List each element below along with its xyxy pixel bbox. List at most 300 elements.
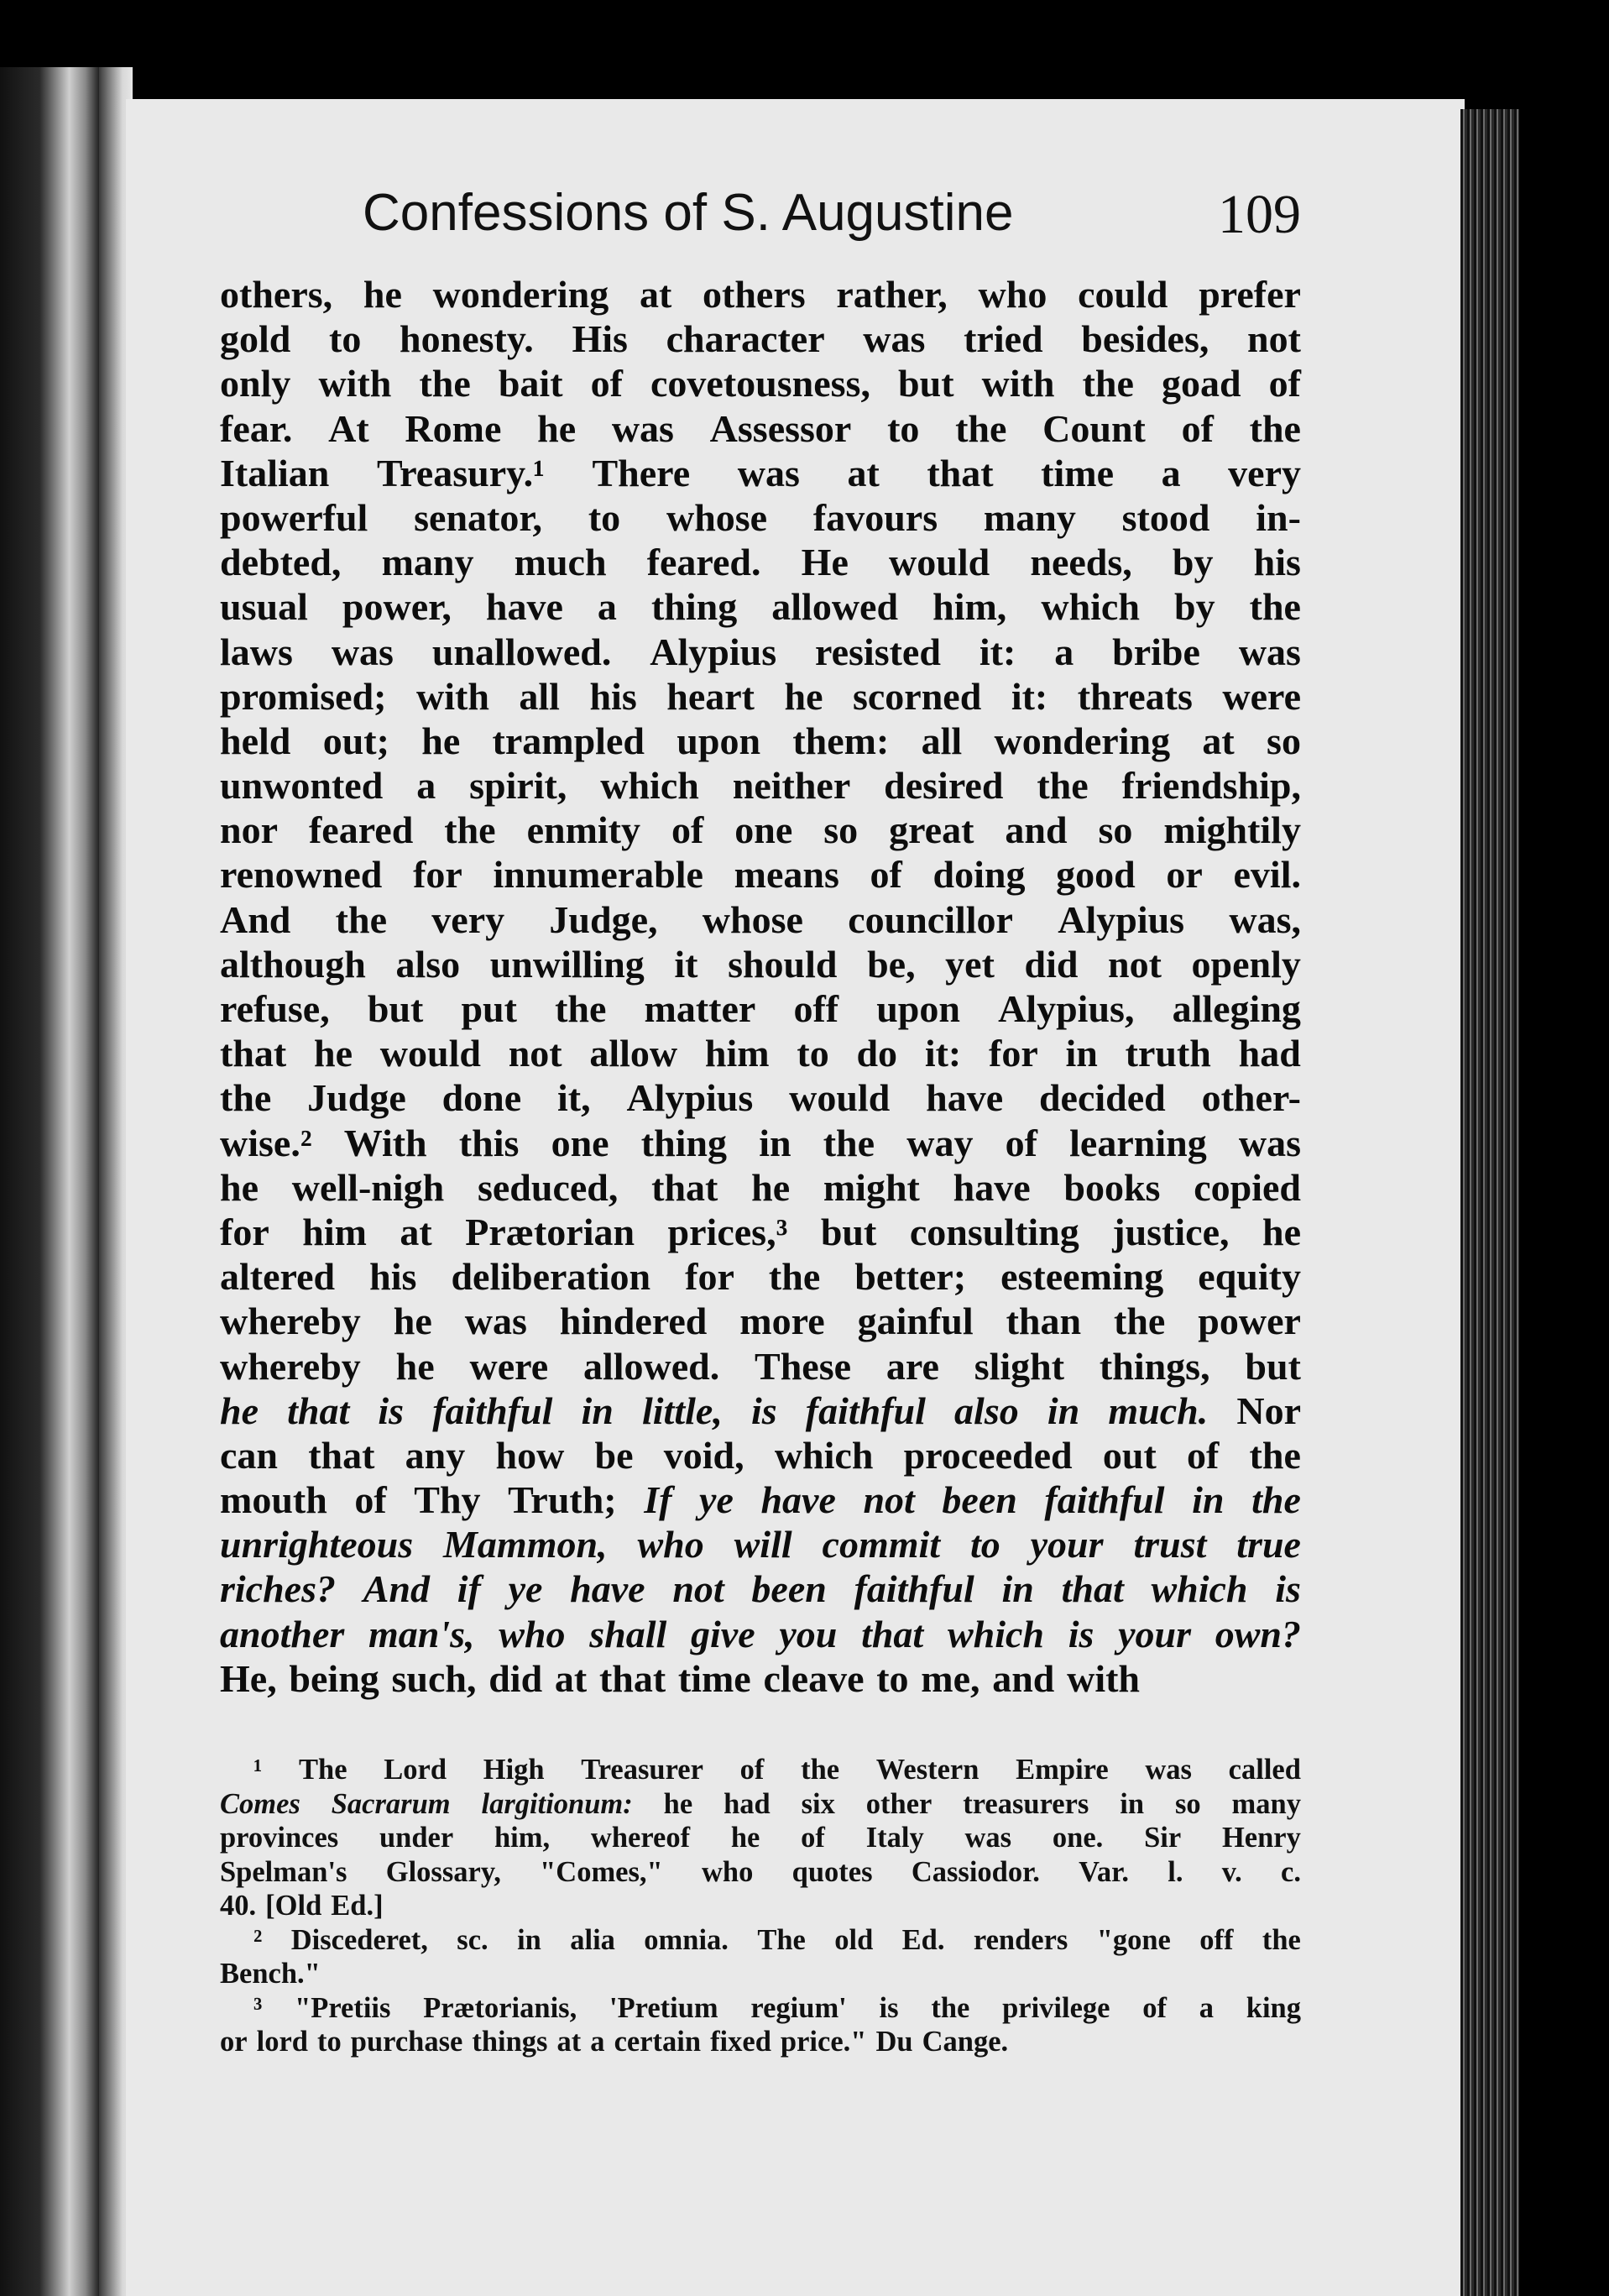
body-text-word: at [554, 1656, 588, 1700]
body-text-word: the [1082, 362, 1134, 405]
body-text-word: also [395, 942, 461, 986]
body-text-word: power, [342, 585, 452, 629]
body-text-word: that [598, 1656, 666, 1700]
body-text-word: was [737, 451, 800, 494]
body-text-word: faithful [854, 1567, 974, 1611]
body-text-word: powerful [220, 495, 368, 539]
body-text-line [220, 1433, 1301, 1477]
body-text-word: debted, [220, 541, 342, 584]
footnote-word: Spelman's [220, 1855, 347, 1888]
body-text-word: councillor [848, 897, 1013, 941]
body-text-word: he [784, 674, 823, 718]
body-text-word: in- [1256, 495, 1301, 539]
body-text-word: deliberation [451, 1255, 651, 1299]
body-text-word: he [537, 406, 577, 450]
body-text-word: it: [924, 1032, 962, 1075]
body-text-line [220, 852, 1301, 897]
footnote-word: 40. [220, 1890, 257, 1922]
body-text-word: the [768, 1255, 821, 1299]
page-number: 109 [1218, 184, 1301, 245]
body-text-word: scorned [852, 674, 982, 718]
footnote-word: v. [1221, 1855, 1242, 1888]
body-text-word: ye [508, 1567, 543, 1611]
body-text-word: Alypius [650, 630, 777, 673]
footnote-word: of [1142, 1991, 1167, 2024]
body-text-word: mouth [220, 1478, 327, 1522]
body-text-word: a [1161, 451, 1181, 494]
footnote-word: was [964, 1822, 1012, 1854]
footnote-word: The [299, 1754, 347, 1786]
body-text-word: senator, [414, 495, 543, 539]
body-text-word: that [927, 451, 994, 494]
body-text-line [220, 630, 1301, 674]
body-text-word: Prætorian [465, 1210, 635, 1253]
body-text-word: a [416, 764, 436, 808]
body-text-word: all [921, 719, 963, 762]
footnote-word: omnia. [644, 1923, 729, 1956]
body-text-word: in [1001, 1567, 1034, 1611]
body-text-word: or [1166, 853, 1203, 897]
body-text-word: a [1054, 630, 1074, 673]
body-text-word: heart [666, 674, 755, 718]
body-text-word: were [469, 1344, 549, 1388]
footnote-word: a [590, 2026, 605, 2058]
body-text-word: tried [964, 317, 1043, 361]
footnote-word: had [724, 1787, 771, 1820]
body-text-word: bait [498, 362, 563, 405]
footnote-word: of [801, 1822, 825, 1854]
body-text-word: the [823, 1121, 875, 1164]
body-text-word: true [1236, 1523, 1301, 1566]
body-text-word: Nor [1236, 1389, 1301, 1432]
body-text-word: the [555, 987, 607, 1030]
body-text-word: to [969, 1523, 1000, 1566]
body-text-word: that [287, 1389, 350, 1432]
body-text-word: is [1068, 1612, 1094, 1655]
footnote-line [220, 2025, 1301, 2059]
body-text-word: the [1251, 1478, 1301, 1522]
body-text-word: renowned [220, 853, 383, 897]
body-text-word: threats [1077, 674, 1193, 718]
body-text-line [220, 361, 1301, 405]
body-text-word: but [898, 362, 954, 405]
body-text-word: great [889, 808, 974, 852]
body-text-word: is [750, 1389, 777, 1432]
body-text-word: trampled [492, 719, 645, 762]
body-text-word: in [581, 1389, 614, 1432]
footnote-word: Var. [1079, 1855, 1129, 1888]
body-text-word: that [1061, 1567, 1124, 1611]
body-text-word: put [461, 987, 517, 1030]
body-text-word: Judge, [549, 897, 658, 941]
footnote-word: Treasurer [581, 1754, 703, 1786]
footnote-word: the [1262, 1923, 1301, 1956]
page-stack-edge [1460, 109, 1519, 2296]
body-text-word: he [751, 1165, 791, 1209]
body-text-word: whereby [220, 1344, 361, 1388]
body-text-word: better; [854, 1255, 967, 1299]
footnote-word: under [379, 1822, 454, 1854]
body-text-word: spirit, [469, 764, 567, 808]
body-text-word: than [1006, 1300, 1082, 1343]
body-text-word: These [755, 1344, 852, 1388]
body-text-word: that [861, 1612, 924, 1655]
body-text-word: rather, [836, 273, 948, 316]
body-text-word: for [220, 1210, 269, 1253]
footnote-word: was [1145, 1754, 1192, 1786]
footnote-word: Du [875, 2026, 913, 2058]
footnote-word: largitionum: [481, 1787, 633, 1820]
footnote-word: the [801, 1754, 840, 1786]
body-text-word: have [485, 585, 563, 629]
body-text-word: a [597, 585, 617, 629]
body-text-word: which [1151, 1567, 1248, 1611]
body-text-word: and [992, 1656, 1055, 1700]
body-text-word: Treasury.¹ [376, 451, 545, 494]
body-text-line [220, 986, 1301, 1031]
footnote-word: l. [1168, 1855, 1183, 1888]
body-text-word: by [1173, 585, 1215, 629]
body-text-word: be [594, 1433, 634, 1477]
body-text-word: There [592, 451, 691, 494]
body-text-line [220, 316, 1301, 361]
body-text-word: at [639, 273, 672, 316]
body-text-word: it [674, 942, 698, 986]
body-text-word: was [611, 406, 674, 450]
body-text-word: me, [921, 1656, 980, 1700]
body-text-word: in [1047, 1389, 1080, 1432]
footnote-word: Cassiodor. [911, 1855, 1040, 1888]
body-text-word: one [734, 808, 793, 852]
body-text-word: by [1172, 541, 1214, 584]
body-text-line [220, 451, 1301, 495]
footnote-line [220, 1855, 1301, 1890]
body-text-word: being [289, 1656, 379, 1700]
footnote-line [220, 1923, 1301, 1958]
body-text-word: doing [932, 853, 1026, 897]
body-text-word: he [220, 1165, 259, 1209]
footnote-word: other [865, 1787, 932, 1820]
footnote-word: renders [973, 1923, 1068, 1956]
body-text-word: with [416, 674, 489, 718]
body-text-word: the [335, 897, 387, 941]
body-text-word: had [1238, 1032, 1301, 1075]
body-text-word: who [637, 1523, 704, 1566]
body-text-word: out; [322, 719, 389, 762]
body-text-word: but [367, 987, 424, 1030]
body-text-word: so [823, 808, 859, 852]
body-text-word: was [464, 1300, 527, 1343]
body-text-word: besides, [1081, 317, 1209, 361]
body-text-word: others, [220, 273, 333, 316]
body-text-word: he [314, 1032, 353, 1075]
body-text-word: at [400, 1210, 432, 1253]
body-text-word: faithful [1044, 1478, 1165, 1522]
body-text-line [220, 1344, 1301, 1389]
body-text-word: the [220, 1076, 272, 1120]
footnote-word: price." [780, 2026, 867, 2058]
body-text-line [220, 1031, 1301, 1075]
body-text-line [220, 1566, 1301, 1611]
footnote-word: many [1231, 1787, 1301, 1820]
body-text-word: out [1102, 1433, 1157, 1477]
body-text-word: did [488, 1656, 543, 1700]
body-text-word: at [847, 451, 880, 494]
body-text-word: have [953, 1165, 1031, 1209]
body-text-word: feared. [646, 541, 761, 584]
body-text-line [220, 808, 1301, 852]
body-text-word: feared [308, 808, 414, 852]
body-text-word: Mammon, [443, 1523, 608, 1566]
footnote-word: High [483, 1754, 545, 1786]
body-text-word: his [369, 1255, 417, 1299]
footnote-word: ² [253, 1923, 263, 1956]
body-text-word: very [1228, 451, 1301, 494]
body-text-word: man's, [368, 1612, 475, 1655]
body-text-word: he [421, 719, 461, 762]
body-text-word: proceeded [903, 1433, 1073, 1477]
body-text-word: little, [642, 1389, 723, 1432]
body-text-line [220, 1075, 1301, 1120]
body-text-word: decided [1038, 1076, 1166, 1120]
footnote-word: privilege [1002, 1991, 1110, 2024]
body-text-word: copied [1194, 1165, 1301, 1209]
body-text-word: wise.² [220, 1121, 312, 1164]
footnote-word: lord [256, 2026, 308, 2058]
footnote-word: Western [875, 1754, 980, 1786]
body-text-line [220, 763, 1301, 808]
body-text-word: And [363, 1567, 430, 1611]
body-text-word: not [1247, 317, 1301, 361]
footnote-word: 'Pretium [609, 1991, 718, 2024]
body-text-word: the [1249, 1433, 1301, 1477]
body-text-word: books [1063, 1165, 1161, 1209]
body-text-word: faithful [805, 1389, 926, 1432]
body-text-word: with [1067, 1656, 1141, 1700]
body-text-word: character [666, 317, 825, 361]
footnote-word: he [730, 1822, 760, 1854]
body-text-word: Thy [414, 1478, 481, 1522]
body-text-word: alleging [1172, 987, 1301, 1030]
footnote-word: one. [1052, 1822, 1104, 1854]
body-text-word: cleave [763, 1656, 865, 1700]
body-text-word: ye [699, 1478, 734, 1522]
footnote-word: the [931, 1991, 970, 2024]
body-text-word: He [801, 541, 849, 584]
footnote-word: "gone [1096, 1923, 1171, 1956]
body-text-line [220, 674, 1301, 719]
body-text-word: altered [220, 1255, 336, 1299]
body-text-word: who [978, 273, 1047, 316]
footnote-word: is [879, 1991, 899, 2024]
body-text-word: Alypius [1058, 897, 1185, 941]
body-text-word: innumerable [493, 853, 703, 897]
body-text-word: promised; [220, 674, 387, 718]
body-text-word: Alypius [626, 1076, 754, 1120]
body-text-word: very [431, 897, 505, 941]
body-text-word: which [947, 1612, 1044, 1655]
body-text-word: Assessor [709, 406, 852, 450]
body-text-word: whereby [220, 1300, 361, 1343]
footnote-line [220, 1787, 1301, 1822]
footnote-word: regium' [750, 1991, 847, 2024]
body-text-word: equity [1198, 1255, 1301, 1299]
body-text-word: are [885, 1344, 939, 1388]
body-text-word: to [588, 495, 621, 539]
footnote-word: or [220, 2026, 248, 2058]
body-text-word: unrighteous [220, 1523, 414, 1566]
body-text-word: so [1098, 808, 1133, 852]
body-text-word: yet [945, 942, 995, 986]
body-text-word: it: [1011, 674, 1048, 718]
body-text-word: did [1024, 942, 1079, 986]
body-text-word: your [1118, 1612, 1192, 1655]
footnote-word: Lord [384, 1754, 447, 1786]
body-text-word: one [551, 1121, 609, 1164]
body-text-word: the [444, 808, 496, 852]
body-text-line [220, 1389, 1301, 1433]
body-text-word: laws [220, 630, 293, 673]
body-text-word: would [889, 541, 990, 584]
body-text-word: friendship, [1121, 764, 1301, 808]
body-text-word: much. [1108, 1389, 1209, 1432]
footnote-word: a [1199, 1991, 1215, 2024]
body-text-word: was, [1229, 897, 1301, 941]
body-text-word: who [499, 1612, 566, 1655]
body-text-word: justice, [1112, 1210, 1230, 1253]
footnote-word: [Old [265, 1890, 322, 1922]
body-text-word: been [942, 1478, 1017, 1522]
footnote-word: c. [1281, 1855, 1301, 1888]
body-text-word: have [570, 1567, 645, 1611]
body-text-word: things, [1099, 1344, 1210, 1388]
footnote-word: The [757, 1923, 806, 1956]
body-text-word: And [220, 897, 291, 941]
body-text-word: of [870, 853, 902, 897]
body-text-word: unwilling [489, 942, 645, 986]
body-text-word: usual [220, 585, 308, 629]
body-text-word: learning [1069, 1121, 1207, 1164]
body-text-word: faithful [432, 1389, 553, 1432]
body-text-word: desired [884, 764, 1004, 808]
body-text-word: to [329, 317, 362, 361]
footnote-word: ³ [253, 1991, 263, 2024]
footnote-word: king [1246, 1991, 1301, 2024]
footnote-word: Sacrarum [331, 1787, 451, 1820]
body-text-word: evil. [1233, 853, 1301, 897]
footnote-word: Discederet, [290, 1923, 428, 1956]
body-text-word: of [1181, 406, 1214, 450]
body-text-word: that [308, 1433, 375, 1477]
body-text-line [220, 1299, 1301, 1343]
body-text-word: with [318, 362, 392, 405]
body-text [220, 272, 1301, 1701]
footnote-word: certain [614, 2026, 702, 2058]
body-text-word: With [343, 1121, 427, 1164]
body-text-word: it: [979, 630, 1016, 673]
footnote-word: ¹ [253, 1754, 263, 1786]
footnote-line [220, 1753, 1301, 1787]
body-text-word: held [220, 719, 291, 762]
body-text-word: that [220, 1032, 287, 1075]
body-text-word: favours [812, 495, 938, 539]
body-text-word: the [1114, 1300, 1166, 1343]
footnote-word: fixed [710, 2026, 771, 2058]
body-text-word: not [863, 1478, 915, 1522]
body-text-word: the [1249, 406, 1301, 450]
footnote-word: him, [494, 1822, 551, 1854]
body-text-word: way [906, 1121, 974, 1164]
body-text-word: with [981, 362, 1055, 405]
body-text-word: his [1253, 541, 1301, 584]
body-text-word: give [691, 1612, 755, 1655]
body-text-line [220, 942, 1301, 986]
body-text-word: more [739, 1300, 825, 1343]
body-text-word: refuse, [220, 987, 330, 1030]
body-text-word: wondering [994, 719, 1171, 762]
body-text-word: Truth; [508, 1478, 617, 1522]
footnote-word: things [472, 2026, 548, 2058]
body-text-word: to [887, 406, 920, 450]
body-text-word: have [760, 1478, 836, 1522]
body-text-word: prices,³ [667, 1210, 788, 1253]
body-text-word: His [572, 317, 628, 361]
body-text-word: could [1078, 273, 1168, 316]
body-text-word: many [983, 495, 1076, 539]
body-text-word: unallowed. [431, 630, 612, 673]
body-text-word: that [651, 1165, 718, 1209]
body-text-word: whose [666, 495, 768, 539]
body-text-word: of [590, 362, 623, 405]
body-text-word: but [820, 1210, 877, 1253]
body-text-word: truth [1125, 1032, 1211, 1075]
footnote-word: Sir [1144, 1822, 1182, 1854]
body-text-word: riches? [220, 1567, 336, 1611]
body-text-line [220, 406, 1301, 451]
body-text-word: of [1187, 1433, 1220, 1477]
body-text-line [220, 1121, 1301, 1165]
body-text-word: if [457, 1567, 481, 1611]
body-text-line [220, 1477, 1301, 1522]
body-text-word: consulting [909, 1210, 1079, 1253]
body-text-word: good [1056, 853, 1136, 897]
body-text-word: he [395, 1344, 435, 1388]
body-text-word: another [220, 1612, 345, 1655]
body-text-word: resisted [815, 630, 941, 673]
body-text-word: which [600, 764, 699, 808]
body-text-line [220, 540, 1301, 584]
footnote-line [220, 1991, 1301, 2026]
body-text-word: unwonted [220, 764, 384, 808]
body-text-line [220, 1254, 1301, 1299]
body-text-word: of [354, 1478, 387, 1522]
body-text-word: whose [702, 897, 803, 941]
body-text-word: gold [220, 317, 291, 361]
body-text-word: neither [732, 764, 851, 808]
body-text-line [220, 584, 1301, 629]
body-text-word: would [379, 1032, 481, 1075]
body-text-line [220, 897, 1301, 942]
body-text-word: is [378, 1389, 405, 1432]
body-text-word: allowed. [582, 1344, 720, 1388]
body-text-word: was [1238, 630, 1301, 673]
body-text-word: can [220, 1433, 278, 1477]
body-text-word: trust [1133, 1523, 1207, 1566]
body-text-word: also [954, 1389, 1019, 1432]
body-text-word: in [759, 1121, 791, 1164]
body-text-word: this [458, 1121, 520, 1164]
body-text-word: but [1245, 1344, 1301, 1388]
